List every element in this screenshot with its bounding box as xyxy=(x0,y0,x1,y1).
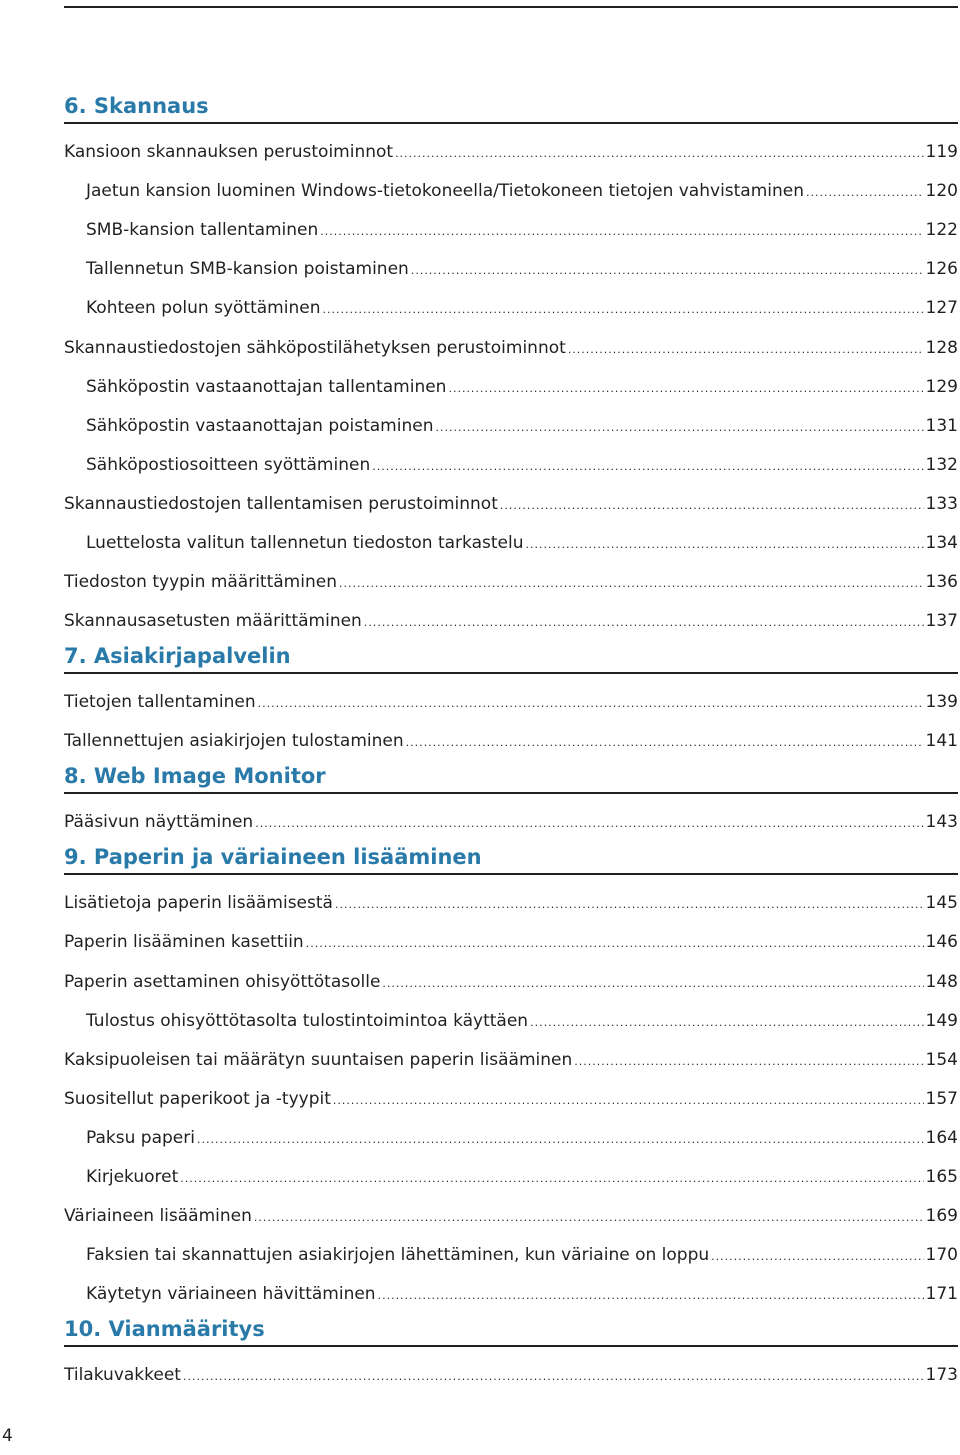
section-title: 6. Skannaus xyxy=(64,94,209,118)
toc-entry-page: 148 xyxy=(925,971,958,992)
leader-dots xyxy=(320,218,923,246)
leader-dots xyxy=(372,453,923,481)
toc-entry-page: 141 xyxy=(925,731,958,752)
toc-entry[interactable] xyxy=(86,294,958,322)
toc-entry-page: 119 xyxy=(925,142,958,162)
toc-entry-label: Kaksipuoleisen tai määrätyn suuntaisen paperin lisääminen xyxy=(64,1049,573,1070)
page-number: 4 xyxy=(2,1426,13,1446)
toc-entry-page: 136 xyxy=(925,572,958,593)
toc-entry[interactable] xyxy=(86,177,958,205)
toc-entry-label: Skannaustiedostojen tallentamisen perustoiminnot xyxy=(64,493,498,514)
toc-entry[interactable] xyxy=(86,451,958,479)
leader-dots xyxy=(395,140,923,168)
toc-entry-label: SMB-kansion tallentaminen xyxy=(86,220,319,241)
toc-entry-label: Tulostus ohisyöttötasolta tulostintoimintoa käyttäen xyxy=(86,1010,529,1031)
toc-entry-page: 145 xyxy=(925,893,958,914)
leader-dots xyxy=(806,179,924,207)
leader-dots xyxy=(254,1204,924,1232)
toc-entry-page: 157 xyxy=(925,1088,958,1109)
toc-entry-page: 131 xyxy=(925,415,958,436)
toc-entry-label: Väriaineen lisääminen xyxy=(64,1206,252,1227)
toc-entry-label: Kansioon skannauksen perustoiminnot xyxy=(64,142,394,162)
toc-entry[interactable] xyxy=(86,216,958,244)
toc-entry-page: 133 xyxy=(925,493,958,514)
toc-entry-page: 171 xyxy=(925,1284,958,1305)
section-heading xyxy=(64,833,958,875)
leader-dots xyxy=(180,1165,923,1193)
section-heading xyxy=(64,1305,958,1347)
toc-entry[interactable] xyxy=(86,412,958,440)
leader-dots xyxy=(197,1126,924,1154)
leader-dots xyxy=(258,690,924,718)
toc-entry-label: Suositellut paperikoot ja -tyypit xyxy=(64,1088,331,1109)
toc-entry-label: Sähköpostiosoitteen syöttäminen xyxy=(86,454,371,475)
section-heading xyxy=(64,632,958,674)
toc-entry-label: Skannausasetusten määrittäminen xyxy=(64,611,362,632)
toc-entry[interactable] xyxy=(86,1280,958,1308)
toc-entry[interactable] xyxy=(64,138,958,166)
toc-entry[interactable] xyxy=(64,568,958,596)
leader-dots xyxy=(448,375,923,403)
leader-dots xyxy=(500,492,924,520)
toc-entry-page: 164 xyxy=(925,1127,958,1148)
toc-entry-page: 127 xyxy=(925,298,958,319)
leader-dots xyxy=(435,414,923,442)
toc-entry[interactable] xyxy=(86,1007,958,1035)
toc-entry[interactable] xyxy=(86,1241,958,1269)
toc-entry-page: 134 xyxy=(925,533,958,553)
toc-entry[interactable] xyxy=(64,968,958,996)
toc-entry[interactable] xyxy=(64,1085,958,1113)
toc-entry-label: Faksien tai skannattujen asiakirjojen lähettäminen, kun väriaine on loppu xyxy=(86,1245,710,1266)
toc-entry[interactable] xyxy=(86,373,958,401)
leader-dots xyxy=(322,296,923,324)
toc-entry-page: 139 xyxy=(925,692,958,713)
toc-entry[interactable] xyxy=(64,1046,958,1074)
toc-entry-label: Käytetyn väriaineen hävittäminen xyxy=(86,1284,376,1305)
toc-entry[interactable] xyxy=(64,607,958,635)
toc-entry-page: 154 xyxy=(925,1049,958,1070)
toc-entry-page: 122 xyxy=(925,220,958,241)
toc-entry-label: Pääsivun näyttäminen xyxy=(64,812,254,833)
toc-entry-label: Lisätietoja paperin lisäämisestä xyxy=(64,893,333,914)
toc-entry[interactable] xyxy=(86,255,958,283)
toc-entry-page: 146 xyxy=(925,932,958,953)
toc-entry-page: 169 xyxy=(925,1206,958,1227)
toc-entry[interactable] xyxy=(86,1124,958,1152)
toc-entry-page: 126 xyxy=(925,259,958,280)
leader-dots xyxy=(574,1048,923,1076)
toc-entry-page: 132 xyxy=(925,454,958,475)
section-heading xyxy=(64,82,958,124)
toc-entry[interactable] xyxy=(64,1202,958,1230)
leader-dots xyxy=(568,336,924,364)
toc-entry-label: Tallennettujen asiakirjojen tulostaminen xyxy=(64,731,404,752)
toc-entry[interactable] xyxy=(86,529,958,557)
leader-dots xyxy=(382,970,923,998)
toc-entry[interactable] xyxy=(86,1163,958,1191)
toc-entry-page: 143 xyxy=(925,812,958,833)
toc-entry[interactable] xyxy=(64,727,958,755)
section-title: 8. Web Image Monitor xyxy=(64,764,326,789)
toc-entry-label: Tiedoston tyypin määrittäminen xyxy=(64,572,337,593)
section-title: 10. Vianmääritys xyxy=(64,1317,265,1342)
section-title: 9. Paperin ja väriaineen lisääminen xyxy=(64,845,482,870)
section-heading xyxy=(64,752,958,794)
leader-dots xyxy=(411,257,924,285)
toc-entry-label: Sähköpostin vastaanottajan tallentaminen xyxy=(86,376,447,397)
toc-entry-label: Paksu paperi xyxy=(86,1127,195,1148)
section-title: 7. Asiakirjapalvelin xyxy=(64,644,291,669)
leader-dots xyxy=(306,930,924,958)
toc-entry-page: 137 xyxy=(925,611,958,632)
toc-entry-label: Sähköpostin vastaanottajan poistaminen xyxy=(86,415,434,436)
toc-entry-label: Paperin asettaminen ohisyöttötasolle xyxy=(64,971,381,992)
leader-dots xyxy=(335,891,924,919)
toc-entry-page: 120 xyxy=(925,181,958,202)
toc-entry-label: Tilakuvakkeet xyxy=(64,1365,181,1386)
leader-dots xyxy=(339,570,924,598)
top-rule xyxy=(64,6,958,8)
toc-entry-page: 165 xyxy=(925,1167,958,1187)
toc-entry-label: Jaetun kansion luominen Windows-tietokoneella/Tietokoneen tietojen vahvistaminen xyxy=(86,181,805,202)
toc-entry-label: Paperin lisääminen kasettiin xyxy=(64,932,304,953)
toc-entry-label: Kohteen polun syöttäminen xyxy=(86,298,321,319)
leader-dots xyxy=(525,531,923,559)
toc-entry[interactable] xyxy=(64,928,958,956)
leader-dots xyxy=(333,1087,924,1115)
toc-entry[interactable] xyxy=(64,334,958,362)
toc-entry[interactable] xyxy=(64,808,958,836)
toc-entry-page: 129 xyxy=(925,376,958,397)
toc-entry[interactable] xyxy=(64,688,958,716)
toc-entry-label: Tietojen tallentaminen xyxy=(64,692,256,713)
leader-dots xyxy=(183,1363,924,1391)
toc-entry-label: Kirjekuoret xyxy=(86,1167,179,1187)
toc-entry-page: 170 xyxy=(925,1245,958,1266)
toc-entry-page: 128 xyxy=(925,337,958,358)
toc-entry-page: 149 xyxy=(925,1010,958,1031)
leader-dots xyxy=(711,1243,923,1271)
toc-entry-label: Luettelosta valitun tallennetun tiedoston tarkastelu xyxy=(86,533,524,553)
toc-entry-label: Skannaustiedostojen sähköpostilähetyksen perustoiminnot xyxy=(64,337,566,358)
toc-entry[interactable] xyxy=(64,889,958,917)
toc-entry[interactable] xyxy=(64,490,958,518)
toc-entry-label: Tallennetun SMB-kansion poistaminen xyxy=(86,259,409,280)
toc-entry-page: 173 xyxy=(925,1365,958,1386)
toc-entry[interactable] xyxy=(64,1361,958,1389)
leader-dots xyxy=(530,1009,923,1037)
